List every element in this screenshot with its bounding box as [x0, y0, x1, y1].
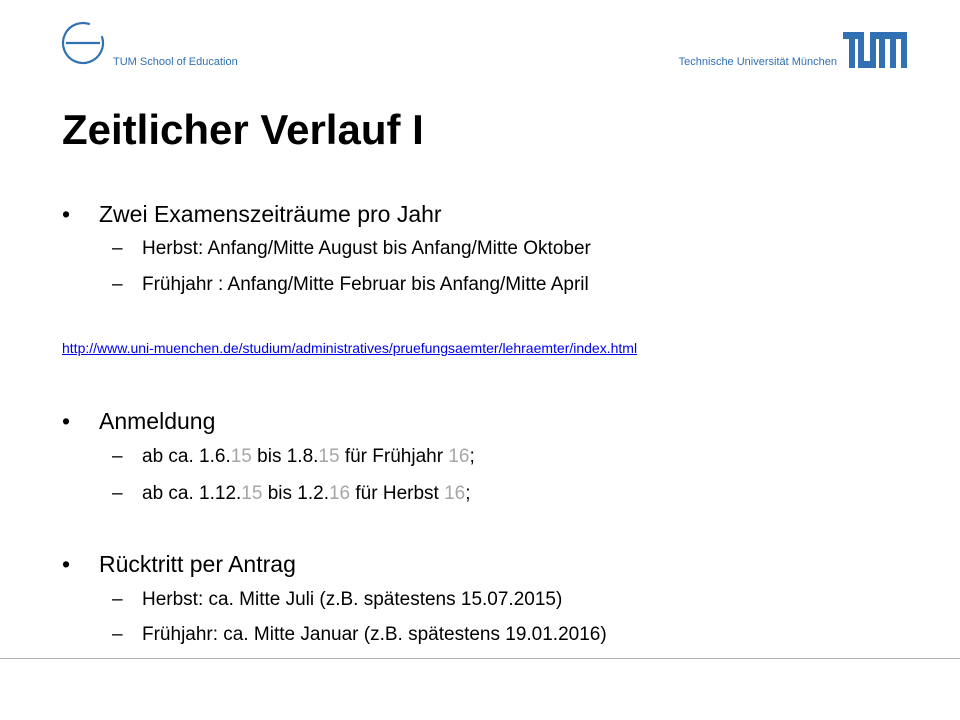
bullet-icon: • [62, 201, 71, 227]
dash-icon: – [112, 589, 123, 610]
year-suffix: 16 [444, 483, 466, 504]
bullet-icon: • [62, 408, 71, 434]
school-name: TUM School of Education [113, 56, 238, 68]
year-suffix: 15 [318, 446, 340, 467]
subitem-fruehjahr [112, 274, 589, 296]
bullet-text: Zwei Examenszeiträume pro Jahr [99, 201, 442, 227]
text-part: ab ca. 1.6. [142, 446, 231, 467]
subitem-anmeldung-herbst [112, 483, 471, 505]
pruefungsamt-link[interactable]: http://www.uni-muenchen.de/studium/administratives/pruefungsaemter/lehraemter/index.html [62, 340, 638, 356]
subitem-herbst [112, 238, 591, 260]
dash-icon: – [112, 274, 123, 295]
year-suffix: 15 [241, 483, 263, 504]
text-part: ; [465, 483, 471, 504]
slide-title: Zeitlicher Verlauf I [62, 106, 424, 153]
subitem-text: Herbst: ca. Mitte Juli (z.B. spätestens 15.07.2015) [142, 589, 563, 610]
text-part: ab ca. 1.12. [142, 483, 242, 504]
dash-icon: – [112, 483, 123, 504]
subitem-text: Herbst: Anfang/Mitte August bis Anfang/Mitte Oktober [142, 238, 591, 259]
university-name: Technische Universität München [678, 56, 837, 68]
subitem-ruecktritt-herbst [112, 589, 563, 611]
year-suffix: 16 [448, 446, 470, 467]
bullet-anmeldung [62, 408, 216, 435]
bullet-ruecktritt [62, 551, 296, 578]
bullet-icon: • [62, 551, 71, 577]
text-part: ; [469, 446, 475, 467]
text-part: für Herbst [350, 483, 445, 504]
subitem-text: Frühjahr: ca. Mitte Januar (z.B. spätestens 19.01.2016) [142, 624, 607, 645]
dash-icon: – [112, 624, 123, 645]
subitem-text: Frühjahr : Anfang/Mitte Februar bis Anfang/Mitte April [142, 274, 589, 295]
bullet-text: Anmeldung [99, 408, 216, 434]
dash-icon: – [112, 238, 123, 259]
bullet-examination-periods [62, 201, 442, 228]
dash-icon: – [112, 446, 123, 467]
year-suffix: 16 [328, 483, 351, 504]
year-suffix: 15 [230, 446, 252, 467]
footer-divider [0, 658, 960, 659]
text-part: für Frühjahr [339, 446, 449, 467]
text-part: bis 1.2. [262, 483, 329, 504]
subitem-ruecktritt-fruehjahr [112, 624, 607, 646]
bullet-text: Rücktritt per Antrag [99, 551, 296, 577]
text-part: bis 1.8. [251, 446, 319, 467]
subitem-anmeldung-fruehjahr [112, 446, 475, 468]
